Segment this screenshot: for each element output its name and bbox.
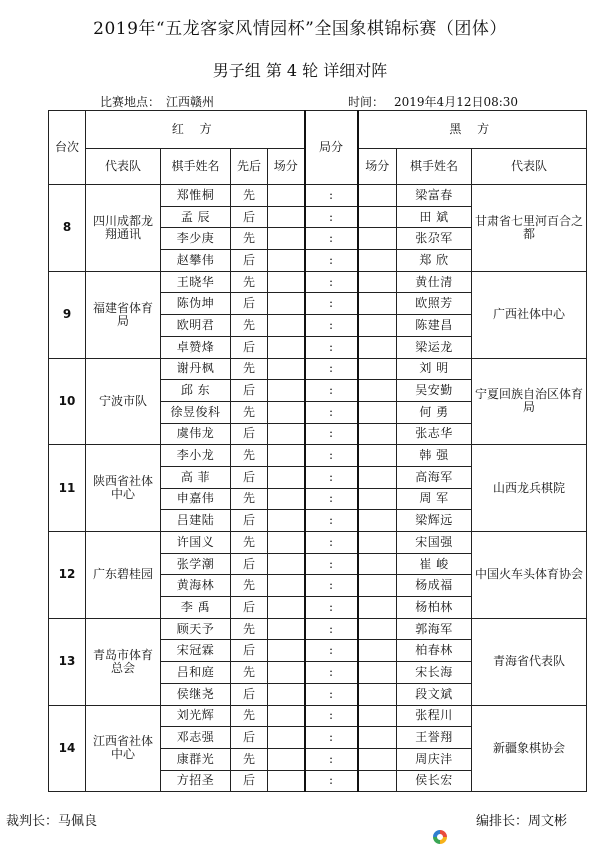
move-order: 后 <box>231 727 268 749</box>
red-match-points <box>268 618 305 640</box>
red-match-points <box>268 553 305 575</box>
red-player: 王晓华 <box>161 271 231 293</box>
black-team: 宁夏回族自治区体育局 <box>472 358 587 445</box>
game-score: : <box>305 683 358 705</box>
game-score: : <box>305 748 358 770</box>
black-match-points <box>358 185 397 207</box>
red-player: 郑惟桐 <box>161 185 231 207</box>
red-player: 徐昱俊科 <box>161 401 231 423</box>
black-player: 王誉翔 <box>397 727 472 749</box>
red-match-points <box>268 380 305 402</box>
move-order: 先 <box>231 532 268 554</box>
black-match-points <box>358 640 397 662</box>
chief-referee-label: 裁判长： <box>6 814 59 829</box>
header-black-player: 棋手姓名 <box>397 149 472 185</box>
black-match-points <box>358 423 397 445</box>
red-match-points <box>268 293 305 315</box>
black-player: 梁富春 <box>397 185 472 207</box>
red-player: 吕建陆 <box>161 510 231 532</box>
move-order: 先 <box>231 271 268 293</box>
black-match-points <box>358 532 397 554</box>
black-player: 黄仕清 <box>397 271 472 293</box>
table-row <box>49 358 587 380</box>
red-team: 四川成都龙翔通讯 <box>86 185 161 272</box>
red-match-points <box>268 228 305 250</box>
table-row <box>49 618 587 640</box>
game-score: : <box>305 445 358 467</box>
move-order: 后 <box>231 770 268 792</box>
move-order: 后 <box>231 336 268 358</box>
black-match-points <box>358 380 397 402</box>
red-player: 谢丹枫 <box>161 358 231 380</box>
red-team: 江西省社体中心 <box>86 705 161 792</box>
header-black-team: 代表队 <box>472 149 587 185</box>
move-order: 先 <box>231 401 268 423</box>
black-player: 郑 欣 <box>397 250 472 272</box>
black-player: 田 斌 <box>397 206 472 228</box>
move-order: 后 <box>231 293 268 315</box>
red-player: 宋冠霖 <box>161 640 231 662</box>
black-player: 高海军 <box>397 466 472 488</box>
red-player: 李少庚 <box>161 228 231 250</box>
game-score: : <box>305 553 358 575</box>
game-score: : <box>305 185 358 207</box>
table-row <box>49 705 587 727</box>
red-match-points <box>268 640 305 662</box>
time-info <box>348 93 518 110</box>
venue-value: 江西赣州 <box>166 95 215 109</box>
black-match-points <box>358 488 397 510</box>
black-team: 中国火车头体育协会 <box>472 532 587 619</box>
red-team: 福建省体育局 <box>86 271 161 358</box>
game-score: : <box>305 228 358 250</box>
black-player: 周庆沣 <box>397 748 472 770</box>
black-match-points <box>358 401 397 423</box>
black-match-points <box>358 271 397 293</box>
game-score: : <box>305 727 358 749</box>
black-player: 陈建昌 <box>397 315 472 337</box>
game-score: : <box>305 380 358 402</box>
black-match-points <box>358 727 397 749</box>
game-score: : <box>305 770 358 792</box>
red-match-points <box>268 705 305 727</box>
red-match-points <box>268 185 305 207</box>
black-player: 杨柏林 <box>397 597 472 619</box>
red-player: 申嘉伟 <box>161 488 231 510</box>
red-player: 虞伟龙 <box>161 423 231 445</box>
watermark-logo-icon <box>432 829 448 845</box>
black-match-points <box>358 466 397 488</box>
header-game-score: 局分 <box>305 111 358 185</box>
move-order: 先 <box>231 185 268 207</box>
red-player: 邱 东 <box>161 380 231 402</box>
move-order: 先 <box>231 575 268 597</box>
game-score: : <box>305 532 358 554</box>
header-red-team: 代表队 <box>86 149 161 185</box>
table-row <box>49 271 587 293</box>
red-player: 陈伪坤 <box>161 293 231 315</box>
header-order: 先后 <box>231 149 268 185</box>
move-order: 先 <box>231 705 268 727</box>
move-order: 后 <box>231 640 268 662</box>
black-player: 韩 强 <box>397 445 472 467</box>
move-order: 先 <box>231 662 268 684</box>
black-player: 张程川 <box>397 705 472 727</box>
game-score: : <box>305 640 358 662</box>
red-match-points <box>268 575 305 597</box>
table-number: 14 <box>49 705 86 792</box>
black-match-points <box>358 705 397 727</box>
move-order: 后 <box>231 683 268 705</box>
venue-label: 比赛地点： <box>100 95 161 109</box>
game-score: : <box>305 250 358 272</box>
red-player: 侯继尧 <box>161 683 231 705</box>
black-player: 宋国强 <box>397 532 472 554</box>
red-player: 方招圣 <box>161 770 231 792</box>
black-player: 何 勇 <box>397 401 472 423</box>
black-player: 柏春林 <box>397 640 472 662</box>
black-match-points <box>358 206 397 228</box>
move-order: 先 <box>231 228 268 250</box>
black-match-points <box>358 510 397 532</box>
chief-referee-name: 马佩良 <box>58 814 98 829</box>
chief-arranger <box>476 810 567 829</box>
red-match-points <box>268 250 305 272</box>
game-score: : <box>305 575 358 597</box>
red-match-points <box>268 727 305 749</box>
red-player: 康群光 <box>161 748 231 770</box>
black-player: 崔 峻 <box>397 553 472 575</box>
chief-referee <box>6 810 97 829</box>
move-order: 先 <box>231 748 268 770</box>
black-match-points <box>358 683 397 705</box>
header-red-player: 棋手姓名 <box>161 149 231 185</box>
black-match-points <box>358 662 397 684</box>
red-match-points <box>268 532 305 554</box>
game-score: : <box>305 705 358 727</box>
black-team: 广西社体中心 <box>472 271 587 358</box>
red-match-points <box>268 206 305 228</box>
move-order: 后 <box>231 423 268 445</box>
red-match-points <box>268 510 305 532</box>
move-order: 后 <box>231 597 268 619</box>
header-black-side: 黑 方 <box>358 111 587 149</box>
black-player: 杨成福 <box>397 575 472 597</box>
move-order: 先 <box>231 445 268 467</box>
game-score: : <box>305 488 358 510</box>
black-team: 甘肃省七里河百合之都 <box>472 185 587 272</box>
red-match-points <box>268 488 305 510</box>
black-player: 欧照芳 <box>397 293 472 315</box>
black-player: 侯长宏 <box>397 770 472 792</box>
black-player: 宋长海 <box>397 662 472 684</box>
black-match-points <box>358 553 397 575</box>
red-match-points <box>268 271 305 293</box>
move-order: 后 <box>231 250 268 272</box>
red-player: 李 禹 <box>161 597 231 619</box>
red-player: 欧明君 <box>161 315 231 337</box>
table-number: 8 <box>49 185 86 272</box>
table-row <box>49 445 587 467</box>
black-player: 梁运龙 <box>397 336 472 358</box>
pairing-table <box>48 110 587 792</box>
red-player: 赵攀伟 <box>161 250 231 272</box>
red-player: 邓志强 <box>161 727 231 749</box>
black-match-points <box>358 597 397 619</box>
red-player: 张学潮 <box>161 553 231 575</box>
header-red-match-points: 场分 <box>268 149 305 185</box>
header-red-side: 红 方 <box>86 111 305 149</box>
red-team: 宁波市队 <box>86 358 161 445</box>
red-match-points <box>268 597 305 619</box>
black-player: 梁辉远 <box>397 510 472 532</box>
game-score: : <box>305 423 358 445</box>
black-team: 青海省代表队 <box>472 618 587 705</box>
red-match-points <box>268 315 305 337</box>
red-match-points <box>268 683 305 705</box>
game-score: : <box>305 315 358 337</box>
game-score: : <box>305 597 358 619</box>
red-player: 许国义 <box>161 532 231 554</box>
black-match-points <box>358 228 397 250</box>
table-number: 12 <box>49 532 86 619</box>
game-score: : <box>305 662 358 684</box>
red-player: 卓赞烽 <box>161 336 231 358</box>
red-player: 顾天予 <box>161 618 231 640</box>
black-match-points <box>358 748 397 770</box>
black-match-points <box>358 315 397 337</box>
red-match-points <box>268 401 305 423</box>
chief-arranger-label: 编排长： <box>476 814 529 829</box>
red-match-points <box>268 445 305 467</box>
game-score: : <box>305 293 358 315</box>
move-order: 后 <box>231 510 268 532</box>
move-order: 后 <box>231 553 268 575</box>
red-match-points <box>268 466 305 488</box>
black-match-points <box>358 358 397 380</box>
black-match-points <box>358 293 397 315</box>
red-player: 高 菲 <box>161 466 231 488</box>
table-number: 9 <box>49 271 86 358</box>
black-player: 张尕军 <box>397 228 472 250</box>
red-team: 广东碧桂园 <box>86 532 161 619</box>
game-score: : <box>305 510 358 532</box>
red-team: 陕西省社体中心 <box>86 445 161 532</box>
black-team: 山西龙兵棋院 <box>472 445 587 532</box>
game-score: : <box>305 271 358 293</box>
red-team: 青岛市体育总会 <box>86 618 161 705</box>
header-table-no: 台次 <box>49 111 86 185</box>
move-order: 后 <box>231 206 268 228</box>
red-match-points <box>268 423 305 445</box>
time-label: 时间： <box>348 95 385 109</box>
move-order: 后 <box>231 466 268 488</box>
red-player: 李小龙 <box>161 445 231 467</box>
header-black-match-points: 场分 <box>358 149 397 185</box>
move-order: 先 <box>231 488 268 510</box>
black-match-points <box>358 618 397 640</box>
red-match-points <box>268 336 305 358</box>
time-value: 2019年4月12日08:30 <box>394 95 519 109</box>
red-player: 黄海林 <box>161 575 231 597</box>
game-score: : <box>305 206 358 228</box>
table-row <box>49 185 587 207</box>
black-match-points <box>358 770 397 792</box>
black-match-points <box>358 336 397 358</box>
table-number: 13 <box>49 618 86 705</box>
table-number: 10 <box>49 358 86 445</box>
red-player: 刘光辉 <box>161 705 231 727</box>
game-score: : <box>305 618 358 640</box>
move-order: 后 <box>231 380 268 402</box>
move-order: 先 <box>231 315 268 337</box>
game-score: : <box>305 358 358 380</box>
page-subtitle: 男子组 第 4 轮 详细对阵 <box>212 61 388 80</box>
move-order: 先 <box>231 618 268 640</box>
black-player: 张志华 <box>397 423 472 445</box>
move-order: 先 <box>231 358 268 380</box>
black-match-points <box>358 445 397 467</box>
page-title: 2019年“五龙客家风情园杯”全国象棋锦标赛（团体） <box>93 19 507 39</box>
red-player: 吕和庭 <box>161 662 231 684</box>
black-player: 段文斌 <box>397 683 472 705</box>
black-player: 周 军 <box>397 488 472 510</box>
black-player: 刘 明 <box>397 358 472 380</box>
table-number: 11 <box>49 445 86 532</box>
black-match-points <box>358 575 397 597</box>
table-row <box>49 532 587 554</box>
black-player: 郭海军 <box>397 618 472 640</box>
game-score: : <box>305 401 358 423</box>
red-match-points <box>268 770 305 792</box>
venue-info <box>100 93 214 110</box>
black-match-points <box>358 250 397 272</box>
red-match-points <box>268 358 305 380</box>
black-player: 吴安勤 <box>397 380 472 402</box>
black-team: 新疆象棋协会 <box>472 705 587 792</box>
game-score: : <box>305 466 358 488</box>
chief-arranger-name: 周文彬 <box>528 814 568 829</box>
game-score: : <box>305 336 358 358</box>
red-match-points <box>268 748 305 770</box>
red-player: 孟 辰 <box>161 206 231 228</box>
red-match-points <box>268 662 305 684</box>
